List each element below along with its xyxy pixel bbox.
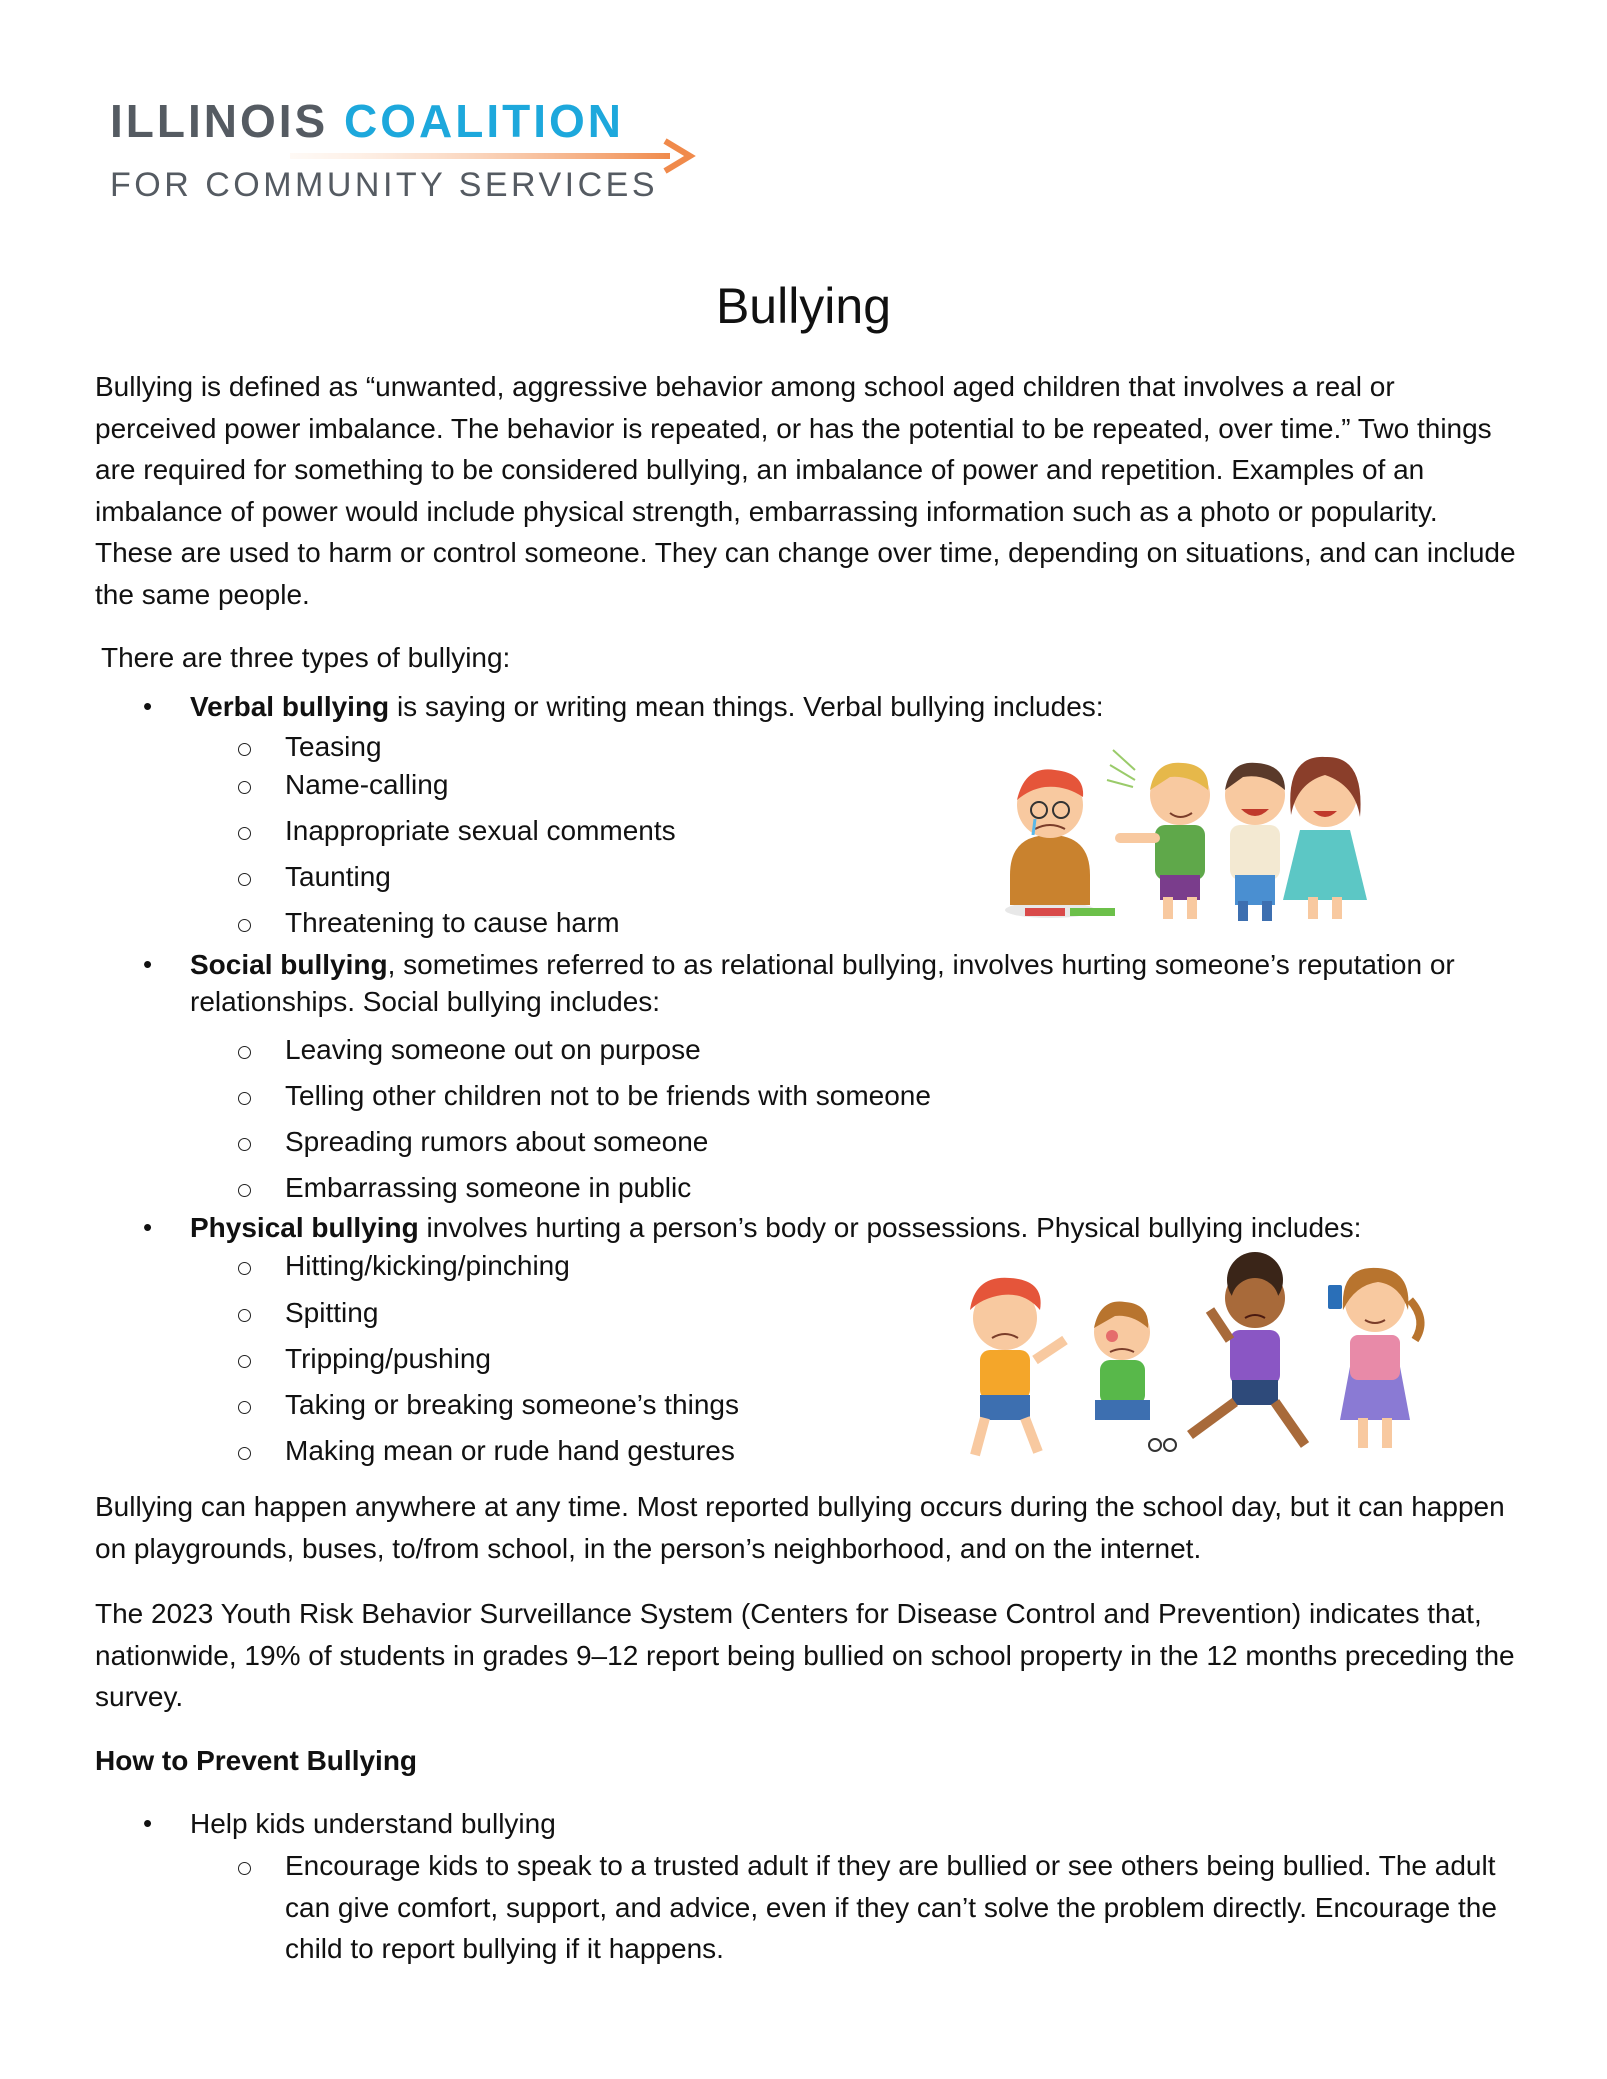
verbal-item: Threatening to cause harm bbox=[285, 907, 620, 938]
laughing-girl-icon bbox=[1283, 757, 1367, 919]
social-desc: , sometimes referred to as relational bullying, involves hurting someone’s reputation or bbox=[387, 949, 1455, 980]
sub-bullet bbox=[238, 873, 251, 886]
sub-bullet bbox=[238, 919, 251, 932]
social-term: Social bullying bbox=[190, 949, 388, 980]
sub-bullet bbox=[238, 1447, 251, 1460]
sub-bullet bbox=[238, 1092, 251, 1105]
social-item: Telling other children not to be friends with someone bbox=[285, 1080, 931, 1111]
physical-bullying-illustration bbox=[950, 1240, 1450, 1470]
bullet-dot: • bbox=[143, 1212, 153, 1242]
sub-bullet bbox=[238, 1309, 251, 1322]
sub-bullet bbox=[238, 1046, 251, 1059]
social-item: Spreading rumors about someone bbox=[285, 1126, 709, 1157]
sub-bullet bbox=[238, 1262, 251, 1275]
sitting-sad-boy-icon bbox=[1094, 1302, 1176, 1451]
girl-with-phone-icon bbox=[1328, 1268, 1420, 1448]
bullet-dot: • bbox=[143, 1808, 153, 1838]
physical-item: Taking or breaking someone’s things bbox=[285, 1389, 739, 1420]
prevent-sub-item: Encourage kids to speak to a trusted adult if they are bullied or see others being bullied. The adult can give comfort, support, and advice, even if they can’t solve the problem directly. Encourage the child to report bullying if it happens. bbox=[285, 1850, 1497, 1964]
laughing-boy-icon bbox=[1225, 763, 1285, 921]
crying-child-icon bbox=[1005, 769, 1115, 918]
physical-item: Hitting/kicking/pinching bbox=[285, 1250, 570, 1281]
stats-paragraph: The 2023 Youth Risk Behavior Surveillance System (Centers for Disease Control and Prevention) indicates that, nationwide, 19% of students in grades 9–12 report being bullied on school property in the 12 months preceding the survey. bbox=[95, 1598, 1515, 1712]
social-item: Embarrassing someone in public bbox=[285, 1172, 692, 1203]
sub-bullet bbox=[238, 1184, 251, 1197]
where-paragraph: Bullying can happen anywhere at any time. Most reported bullying occurs during the school day, but it can happen on playgrounds, buses, to/from school, in the person’s neighborhood, and on the internet. bbox=[95, 1491, 1505, 1564]
verbal-item: Teasing bbox=[285, 731, 382, 762]
physical-term: Physical bullying bbox=[190, 1212, 419, 1243]
logo-subtitle: FOR COMMUNITY SERVICES bbox=[110, 166, 659, 204]
social-desc-line2: relationships. Social bullying includes: bbox=[190, 986, 661, 1017]
verbal-term: Verbal bullying bbox=[190, 691, 390, 722]
physical-item: Making mean or rude hand gestures bbox=[285, 1435, 735, 1466]
types-intro: There are three types of bullying: bbox=[101, 642, 511, 673]
sub-bullet bbox=[238, 1862, 251, 1875]
logo-word-illinois: ILLINOIS bbox=[110, 95, 329, 147]
physical-desc: involves hurting a person’s body or possessions. Physical bullying includes: bbox=[418, 1212, 1362, 1243]
sub-bullet bbox=[238, 827, 251, 840]
bullet-dot: • bbox=[143, 691, 153, 721]
physical-item: Spitting bbox=[285, 1297, 379, 1328]
social-heading bbox=[190, 944, 1455, 985]
angry-curly-haired-boy-icon bbox=[1190, 1252, 1305, 1445]
verbal-heading bbox=[190, 686, 1104, 727]
verbal-item: Taunting bbox=[285, 861, 391, 892]
sub-bullet bbox=[238, 1355, 251, 1368]
verbal-desc: is saying or writing mean things. Verbal bullying includes: bbox=[389, 691, 1104, 722]
sub-bullet bbox=[238, 743, 251, 756]
logo-word-coalition: COALITION bbox=[344, 95, 624, 147]
physical-item: Tripping/pushing bbox=[285, 1343, 491, 1374]
bullet-dot: • bbox=[143, 949, 153, 979]
page-title: Bullying bbox=[715, 278, 892, 334]
sub-bullet bbox=[238, 1401, 251, 1414]
sub-bullet bbox=[238, 781, 251, 794]
sub-bullet bbox=[238, 1138, 251, 1151]
prevent-heading: How to Prevent Bullying bbox=[95, 1745, 418, 1776]
verbal-item: Inappropriate sexual comments bbox=[285, 815, 676, 846]
intro-paragraph: Bullying is defined as “unwanted, aggressive behavior among school aged children that involves a real or perceived power imbalance. The behavior is repeated, or has the potential to be repeated, over time.” Two things are required for something to be considered bullying, an imbalance of power and repetition. Examples of an imbalance of power would include physical strength, embarrassing information such as a photo or popularity. These are used to harm or control someone. They can change over time, depending on situations, and can include the same people. bbox=[95, 371, 1516, 610]
angry-red-haired-boy-icon bbox=[970, 1278, 1065, 1455]
verbal-item: Name-calling bbox=[285, 769, 449, 800]
verbal-bullying-illustration bbox=[995, 725, 1405, 930]
prevent-bullet: Help kids understand bullying bbox=[190, 1808, 556, 1839]
social-item: Leaving someone out on purpose bbox=[285, 1034, 701, 1065]
